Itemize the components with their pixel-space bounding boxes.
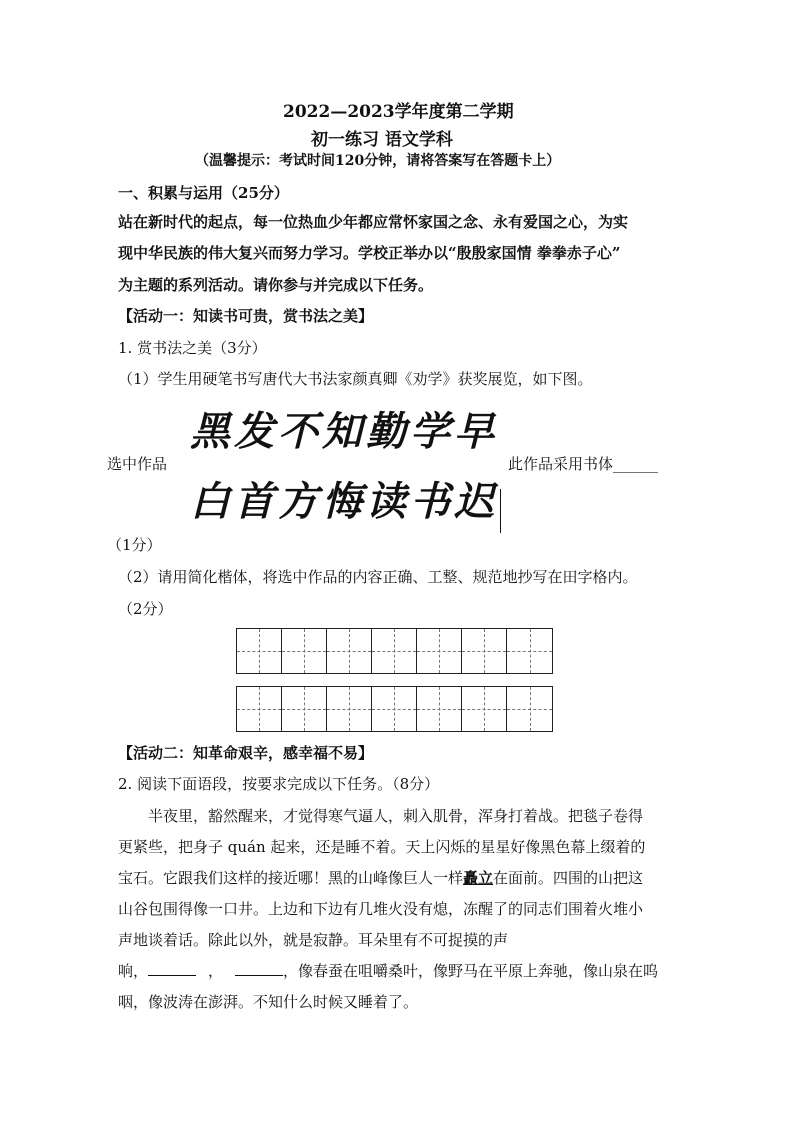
q1-title: 1. 赏书法之美（3分）	[118, 339, 267, 357]
selected-work-label: 选中作品	[107, 455, 168, 473]
calligraphy-line1: 黑发不知勤学早	[190, 409, 498, 455]
score-2: （2分）	[118, 600, 173, 618]
passage-line1: 半夜里，豁然醒来，才觉得寒气逼人，刺入肌骨，浑身打着战。把毯子卷得	[148, 807, 644, 825]
grid-cell[interactable]	[507, 687, 552, 731]
grid-cell[interactable]	[282, 687, 327, 731]
intro-line1: 站在新时代的起点，每一位热血少年都应常怀家国之念、永有爱国之心，为实	[118, 213, 629, 231]
grid-cell[interactable]	[372, 629, 417, 673]
exam-title-line2: 初一练习 语文学科	[311, 130, 453, 150]
writing-grid-row2[interactable]	[236, 686, 553, 732]
grid-cell[interactable]	[237, 687, 282, 731]
passage-line5: 声地谈着话。除此以外，就是寂静。耳朵里有不可捉摸的声	[118, 931, 509, 949]
writing-grid-row1[interactable]	[236, 628, 553, 674]
exam-title-line1: 2022—2023学年度第二学期	[283, 102, 514, 122]
passage-line3-a: 宝石。它跟我们这样的接近哪！黑的山峰像巨人一样	[118, 869, 464, 887]
passage-line7: 咽，像波涛在澎湃。不知什么时候又睡着了。	[118, 993, 419, 1011]
grid-cell[interactable]	[237, 629, 282, 673]
emphasized-word: 矗立	[463, 869, 494, 887]
grid-cell[interactable]	[507, 629, 552, 673]
grid-cell[interactable]	[327, 629, 372, 673]
exam-notice: （温馨提示：考试时间120分钟，请将答案写在答题卡上）	[195, 153, 561, 169]
passage-line6-b: ，	[208, 962, 224, 980]
font-style-question: 此作品采用书体______	[508, 455, 659, 473]
calligraphy-line2: 白首方悔读书迟	[190, 479, 498, 525]
score-1: （1分）	[107, 536, 162, 554]
intro-line3: 为主题的系列活动。请你参与并完成以下任务。	[118, 276, 434, 294]
calligraphy-line2-wrap	[190, 470, 501, 533]
grid-cell[interactable]	[327, 687, 372, 731]
text-cursor	[500, 489, 501, 533]
grid-cell[interactable]	[462, 687, 507, 731]
q1-part2: （2）请用简化楷体，将选中作品的内容正确、工整、规范地抄写在田字格内。	[118, 568, 638, 586]
grid-cell[interactable]	[282, 629, 327, 673]
grid-cell[interactable]	[417, 687, 462, 731]
intro-line2: 现中华民族的伟大复兴而努力学习。学校正举办以“殷殷家国情 拳拳赤子心”	[118, 244, 621, 262]
q1-part1: （1）学生用硬笔书写唐代大书法家颜真卿《劝学》获奖展览，如下图。	[118, 370, 593, 388]
passage-line3-c: 在面前。四围的山把这	[493, 869, 644, 887]
grid-cell[interactable]	[462, 629, 507, 673]
grid-cell[interactable]	[417, 629, 462, 673]
passage-line6-c: ，像春蚕在咀嚼桑叶，像野马在平原上奔驰，像山泉在呜	[283, 962, 659, 980]
section1-heading: 一、积累与运用（25分）	[118, 184, 289, 202]
activity1-heading: 【活动一：知读书可贵，赏书法之美】	[118, 307, 374, 325]
passage-line2: 更紧些，把身子 quán 起来，还是睡不着。天上闪烁的星星好像黑色幕上缀着的	[118, 838, 646, 856]
activity2-heading: 【活动二：知革命艰辛，感幸福不易】	[118, 744, 374, 762]
passage-line6	[118, 960, 658, 981]
q2-title: 2. 阅读下面语段，按要求完成以下任务。（8分）	[118, 775, 440, 793]
passage-line6-a: 响，	[118, 962, 149, 980]
answer-blank-1[interactable]	[148, 961, 196, 976]
answer-blank-2[interactable]	[235, 961, 283, 976]
passage-line4: 山谷包围得像一口井。上边和下边有几堆火没有熄，冻醒了的同志们围着火堆小	[118, 900, 644, 918]
passage-line3	[118, 867, 643, 888]
grid-cell[interactable]	[372, 687, 417, 731]
